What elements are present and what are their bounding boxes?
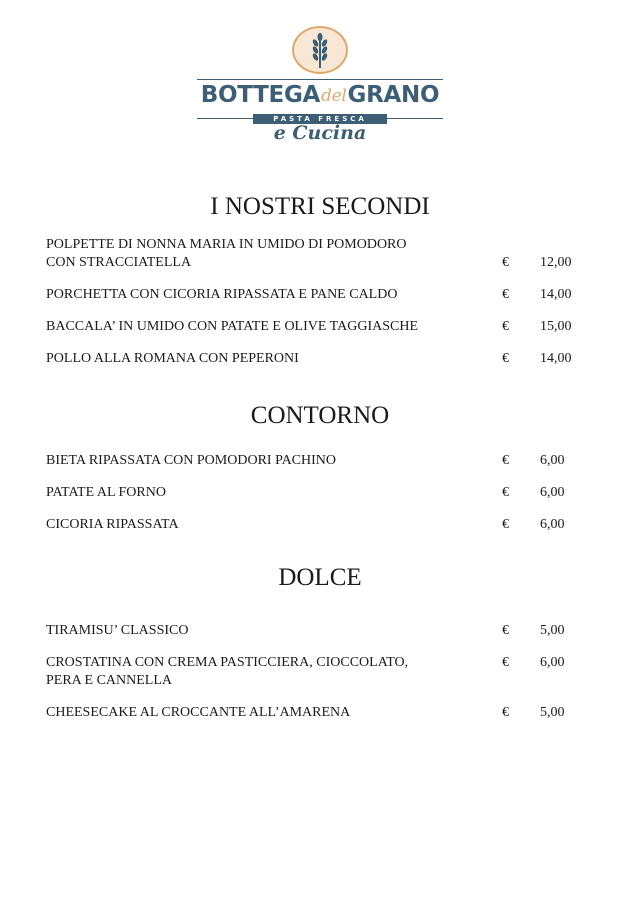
currency-symbol: € — [502, 517, 509, 532]
menu-item-price: 12,00 — [540, 255, 572, 270]
menu-item-name: TIRAMISU’ CLASSICO — [46, 623, 189, 638]
menu-item-price: 6,00 — [540, 453, 565, 468]
menu-item-price: 14,00 — [540, 351, 572, 366]
section-title-contorno: CONTORNO — [250, 402, 390, 429]
logo-script-e-cucina: e Cucina — [273, 122, 367, 144]
menu-item-price: 14,00 — [540, 287, 572, 302]
menu-item-name: BACCALA’ IN UMIDO CON PATATE E OLIVE TAGGIASCHE — [46, 319, 418, 334]
logo-emblem — [292, 26, 348, 74]
menu-item-name: PORCHETTA CON CICORIA RIPASSATA E PANE CALDO — [46, 287, 398, 302]
currency-symbol: € — [502, 319, 509, 334]
wheat-icon — [294, 28, 346, 72]
logo-word-bottega: BOTTEGA — [200, 82, 321, 108]
menu-item-name: PATATE AL FORNO — [46, 485, 166, 500]
menu-item-price: 5,00 — [540, 623, 565, 638]
currency-symbol: € — [502, 255, 509, 270]
logo-word-del: del — [321, 86, 347, 106]
bottega-logo — [195, 26, 445, 148]
logo-rule-top — [197, 79, 443, 80]
menu-item-name: POLPETTE DI NONNA MARIA IN UMIDO DI POMODORO CON STRACCIATELLA — [46, 237, 407, 270]
menu-item-name: POLLO ALLA ROMANA CON PEPERONI — [46, 351, 299, 366]
currency-symbol: € — [502, 705, 509, 720]
logo-band-pasta-fresca: PASTA FRESCA — [253, 114, 387, 124]
logo-wordmark — [195, 82, 445, 114]
menu-item-price: 6,00 — [540, 655, 565, 670]
currency-symbol: € — [502, 287, 509, 302]
currency-symbol: € — [502, 655, 509, 670]
logo-word-grano: GRANO — [347, 82, 440, 108]
menu-item-name: CICORIA RIPASSATA — [46, 517, 179, 532]
menu-item-name: CHEESECAKE AL CROCCANTE ALL’AMARENA — [46, 705, 351, 720]
menu-item-price: 6,00 — [540, 517, 565, 532]
currency-symbol: € — [502, 623, 509, 638]
menu-item-name: CROSTATINA CON CREMA PASTICCIERA, CIOCCOLATO, PERA E CANNELLA — [46, 655, 409, 688]
currency-symbol: € — [502, 351, 509, 366]
currency-symbol: € — [502, 453, 509, 468]
section-title-secondi: I NOSTRI SECONDI — [210, 193, 430, 220]
section-title-dolce: DOLCE — [278, 564, 362, 591]
menu-item-price: 6,00 — [540, 485, 565, 500]
menu-item-price: 5,00 — [540, 705, 565, 720]
menu-item-name: BIETA RIPASSATA CON POMODORI PACHINO — [46, 453, 337, 468]
menu-item-price: 15,00 — [540, 319, 572, 334]
currency-symbol: € — [502, 485, 509, 500]
